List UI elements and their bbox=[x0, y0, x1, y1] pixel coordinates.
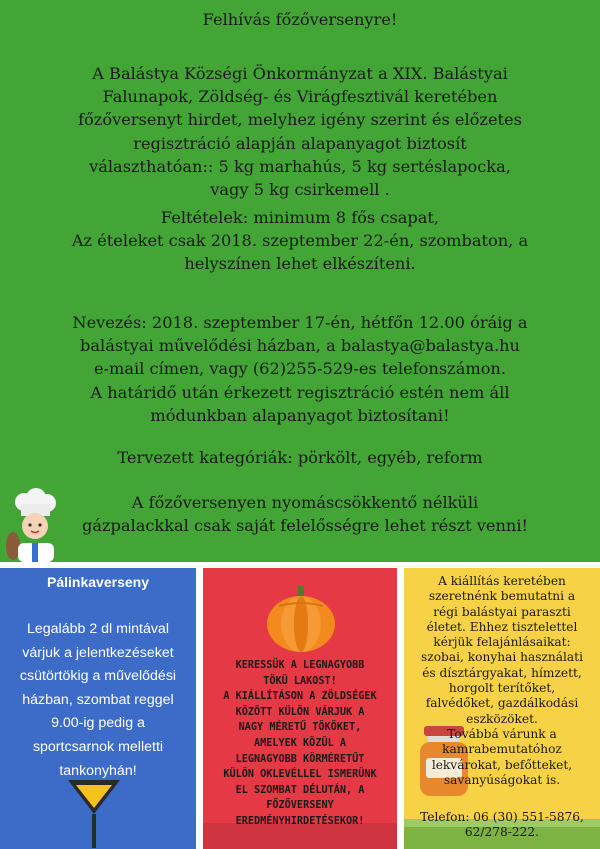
exhibition-text bbox=[408, 574, 596, 788]
contact-phone bbox=[408, 810, 596, 841]
pumpkin-line: AMELYEK KÖZÜL A bbox=[253, 737, 346, 749]
exhibition-line: kérjük felajánlásaikat: bbox=[433, 635, 571, 650]
intro-line: Falunapok, Zöldség- és Virágfesztivál keretében bbox=[102, 87, 498, 107]
intro-line: A Balástya Községi Önkormányzat a XIX. Balástyai bbox=[92, 64, 508, 83]
intro-line: főzőversenyt hirdet, melyhez igény szerint és előzetes bbox=[78, 110, 522, 130]
palinka-line: csütörtökig a művelődési bbox=[19, 668, 177, 685]
exhibition-line: Továbbá várunk a bbox=[447, 726, 557, 741]
conditions-line: Feltételek: minimum 8 fős csapat, bbox=[160, 208, 440, 227]
conditions-paragraph bbox=[30, 206, 570, 276]
exhibition-line: A kiállítás keretében bbox=[438, 574, 566, 588]
pumpkin-line: EL SZOMBAT DÉLUTÁN, A bbox=[235, 784, 365, 796]
palinka-text bbox=[8, 618, 188, 783]
pumpkin-line: KÖZÖTT KÜLÖN VÁRJUK A bbox=[235, 706, 365, 718]
exhibition-line: életet. Ehhez tisztelettel bbox=[426, 619, 578, 634]
pumpkin-line: FŐZŐVERSENY bbox=[266, 800, 334, 812]
exhibition-line: szeretnénk bemutatni a bbox=[428, 589, 576, 604]
intro-paragraph bbox=[30, 62, 570, 201]
page-title: Felhívás főzőversenyre! bbox=[202, 10, 398, 29]
categories-line: Tervezett kategóriák: pörkölt, egyéb, reform bbox=[117, 448, 483, 467]
pumpkin-line: KERESSÜK A LEGNAGYOBB bbox=[235, 660, 365, 671]
registration-line: módunkban alapanyagot biztosítani! bbox=[150, 405, 450, 425]
exhibition-line: régi balástyai paraszti bbox=[433, 604, 571, 619]
pumpkin-panel bbox=[203, 568, 397, 849]
palinka-title: Pálinkaverseny bbox=[47, 574, 149, 590]
exhibition-line: horgolt terítőket, bbox=[448, 681, 556, 696]
chef-icon bbox=[4, 488, 64, 562]
conditions-line: helyszínen lehet elkészíteni. bbox=[184, 254, 416, 274]
palinka-line: várjuk a jelentkezéseket bbox=[22, 644, 174, 661]
exhibition-panel bbox=[404, 568, 600, 849]
exhibition-line: lekvárokat, befőtteket, bbox=[431, 757, 573, 772]
safety-line: gázpalackkal csak saját felelősségre lehet részt venni! bbox=[81, 516, 529, 536]
phone-line: 62/278-222. bbox=[464, 825, 540, 840]
registration-paragraph bbox=[20, 311, 580, 427]
pumpkin-line: EREDMÉNYHIRDETÉSEKOR! bbox=[235, 815, 365, 827]
palinka-panel bbox=[0, 568, 196, 849]
intro-line: választhatóan:: 5 kg marhahús, 5 kg sertéslapocka, bbox=[89, 156, 511, 176]
safety-line: A főzőversenyen nyomáscsökkentő nélküli bbox=[131, 493, 479, 512]
exhibition-line: eszközöket. bbox=[466, 711, 538, 726]
registration-line: balástyai művelődési házban, a balastya@balastya.hu bbox=[80, 336, 520, 356]
exhibition-line: falvédőket, gazdálkodási bbox=[425, 696, 579, 711]
exhibition-line: savanyúságokat is. bbox=[443, 772, 561, 787]
palinka-line: Legalább 2 dl mintával bbox=[27, 621, 169, 637]
registration-line: Nevezés: 2018. szeptember 17-én, hétfőn 12.00 óráig a bbox=[72, 313, 528, 332]
palinka-line: házban, szombat reggel bbox=[22, 691, 174, 708]
bottom-sections bbox=[0, 562, 600, 849]
exhibition-line: szobai, konyhai használati bbox=[421, 650, 583, 665]
pumpkin-line: LEGNAGYOBB KÖRMÉRETŰT bbox=[235, 753, 365, 765]
pumpkin-line: A KIÁLLÍTÁSON A ZÖLDSÉGEK bbox=[223, 691, 377, 703]
phone-line: Telefon: 06 (30) 551-5876, bbox=[420, 810, 584, 824]
intro-line: regisztráció alapján alapanyagot biztosít bbox=[133, 133, 467, 153]
pumpkin-line: TÖKÜ LAKOST! bbox=[263, 675, 337, 687]
pumpkin-line: NAGY MÉRETŰ TÖKÖKET, bbox=[238, 722, 362, 734]
palinka-line: tankonyhán! bbox=[59, 762, 137, 779]
pumpkin-icon bbox=[265, 582, 337, 654]
exhibition-line: és dísztárgyakat, hímzett, bbox=[422, 665, 582, 680]
cocktail-glass-icon bbox=[64, 772, 124, 849]
palinka-line: sportcsarnok melletti bbox=[32, 738, 164, 755]
pumpkin-line: KÜLÖN OKLEVÉLLEL ISMERÜNK bbox=[223, 769, 377, 781]
safety-paragraph bbox=[30, 491, 580, 537]
pumpkin-text bbox=[207, 658, 393, 830]
conditions-line: Az ételeket csak 2018. szeptember 22-én, szombaton, a bbox=[71, 231, 529, 251]
intro-line: vagy 5 kg csirkemell . bbox=[210, 180, 390, 200]
registration-line: A határidő után érkezett regisztráció estén nem áll bbox=[90, 382, 510, 402]
registration-line: e-mail címen, vagy (62)255-529-es telefonszámon. bbox=[93, 359, 507, 379]
palinka-line: 9.00-ig pedig a bbox=[51, 715, 145, 732]
exhibition-line: kamrabemutatóhoz bbox=[442, 742, 562, 757]
